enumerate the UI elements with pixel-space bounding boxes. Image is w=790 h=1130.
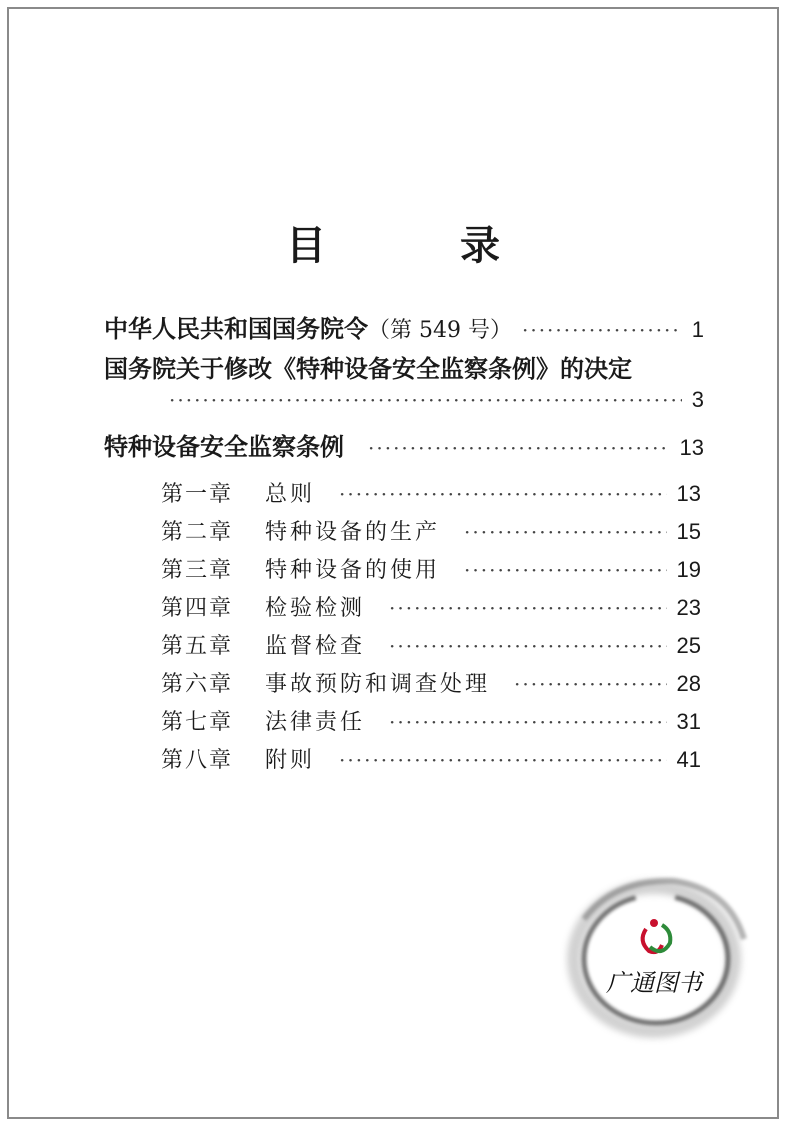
toc-entry[interactable] [104, 349, 704, 384]
logo-text: 广通图书 [606, 969, 702, 997]
chapter-title: 总则 [265, 482, 316, 507]
dot-leader [522, 318, 682, 342]
toc-page-number: 31 [676, 709, 701, 734]
toc-entry-title: 中华人民共和国国务院令 [104, 315, 368, 343]
toc-page-number: 13 [676, 481, 701, 506]
toc-chapter[interactable] [161, 667, 701, 698]
dot-leader [389, 634, 667, 658]
toc-entry-subtitle: （第 549 号） [368, 318, 512, 343]
toc-entry-title: 国务院关于修改《特种设备安全监察条例》的决定 [104, 355, 632, 383]
dot-leader [389, 596, 667, 620]
toc-page-number: 15 [676, 519, 701, 544]
logo-emblem-icon [643, 919, 671, 952]
chapter-number: 第三章 [161, 558, 234, 583]
toc-page-number: 25 [676, 633, 701, 658]
dot-leader [339, 748, 667, 772]
document-page [7, 7, 779, 1119]
dot-leader [464, 520, 667, 544]
toc-page-number: 19 [676, 557, 701, 582]
chapter-title: 监督检查 [265, 634, 366, 659]
ink-circle-outer [574, 887, 734, 1031]
toc-chapter[interactable] [161, 743, 701, 774]
toc-chapter[interactable] [161, 591, 701, 622]
toc-chapter[interactable] [161, 515, 701, 546]
dot-leader [169, 388, 682, 412]
publisher-logo [554, 859, 754, 1049]
ink-circle-inner [584, 895, 728, 1023]
chapter-number: 第八章 [161, 748, 234, 773]
chapter-title: 特种设备的使用 [265, 558, 441, 583]
toc-page-number: 28 [676, 671, 701, 696]
chapter-number: 第六章 [161, 672, 234, 697]
toc-chapter[interactable] [161, 477, 701, 508]
chapter-number: 第二章 [161, 520, 234, 545]
toc-page-number: 1 [691, 317, 704, 342]
toc-page-number: 41 [676, 747, 701, 772]
chapter-number: 第七章 [161, 710, 234, 735]
toc-page-number: 13 [679, 435, 704, 460]
dot-leader [368, 436, 670, 460]
chapter-title: 事故预防和调查处理 [265, 672, 491, 697]
toc-chapter[interactable] [161, 705, 701, 736]
dot-leader [389, 710, 667, 734]
toc-entry-continuation [169, 387, 704, 413]
toc-entry-title: 特种设备安全监察条例 [104, 433, 344, 461]
chapter-number: 第一章 [161, 482, 234, 507]
chapter-number: 第四章 [161, 596, 234, 621]
chapter-title: 特种设备的生产 [265, 520, 441, 545]
chapter-title: 检验检测 [265, 596, 366, 621]
dot-leader [339, 482, 667, 506]
toc-title: 目 录 [286, 223, 560, 269]
toc-entry[interactable] [104, 309, 704, 344]
dot-leader [514, 672, 667, 696]
toc-chapter[interactable] [161, 629, 701, 660]
toc-entry-label [104, 309, 512, 344]
chapter-title: 附则 [265, 748, 316, 773]
toc-entry[interactable] [104, 427, 704, 462]
chapter-number: 第五章 [161, 634, 234, 659]
toc-page-number: 23 [676, 595, 701, 620]
dot-leader [464, 558, 667, 582]
chapter-title: 法律责任 [265, 710, 366, 735]
toc-chapter[interactable] [161, 553, 701, 584]
toc-page-number: 3 [691, 387, 704, 412]
